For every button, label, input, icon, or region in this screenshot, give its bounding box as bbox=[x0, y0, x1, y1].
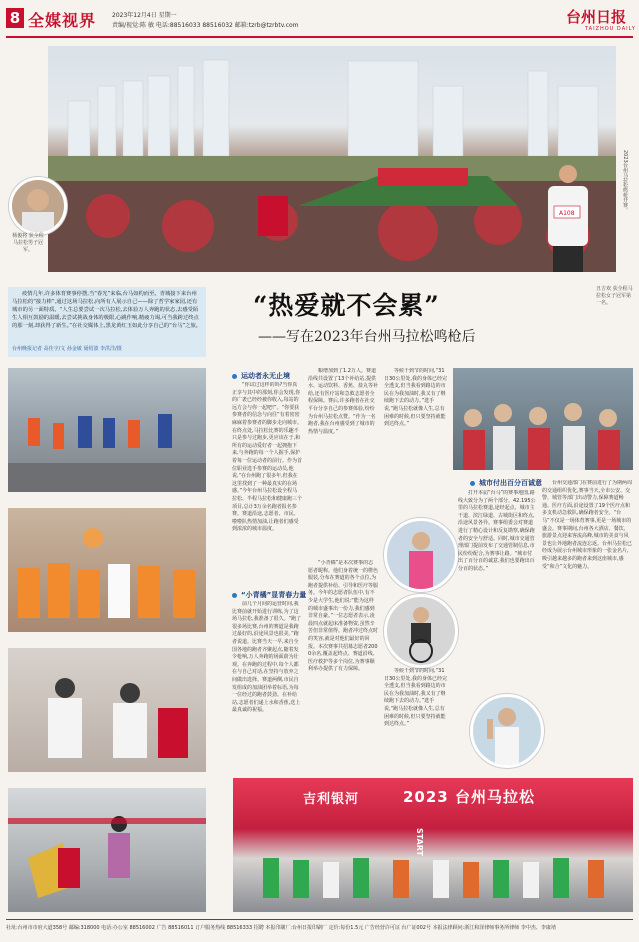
inset-runner-pink bbox=[384, 518, 458, 592]
article-col-5: 等候千到节的时间,“31日30公里处,我的身体已经完全透支,但当我看到路边的市民在为我加油时,我又有了继续跑下去的动力。”选手说,“跑马拉松就像人生,总有困难的时候,但只要坚持就能到达终点。” bbox=[384, 668, 447, 728]
hero-photo-art bbox=[48, 46, 616, 272]
photo-finish-arch bbox=[233, 778, 633, 912]
inset-art-2 bbox=[387, 597, 455, 665]
inset-art-1 bbox=[387, 521, 455, 589]
article-headline: “热爱就不会累” bbox=[253, 291, 440, 320]
intro-text: 疫情几年,许多体育赛事停摆,当“春光”来临,台马如约而至。青城接下来台州马拉松的“接力棒”,通过这场马拉松,向所有人展示自己——除了哲学家家园,还有城市的另一面特质。“人生总要尝试一次马拉松,去体验万人奔跑的状态,去感受陌生人相互鼓励的温暖,去尝试挑战身体的极限,心跳作响,精疲力竭,可当我跨过终点的那一刻,却获得了新生。”在社交媒体上,黑龙黄红玉如此分享自己的“台马”之旅。 bbox=[12, 291, 202, 329]
inset-runner-cheer bbox=[470, 694, 544, 768]
finish-crowd-art bbox=[233, 848, 633, 912]
article-col-6: 打开本届“台马”的赛事地图,路线大致分为了两个部分。42.195公里的马拉松赛道,途经起点、城市主干道、滨江绿道、古城街区和终点,沿途风景各异。赛事组委会对赛道进行了精心设计和反复勘察,确保跑者的安全与舒适。同时,城市交通管理部门提前发布了交通管制信息,市民纷纷配合,为赛事让路。“城市付出了百分百的诚意,我们也要跑出百分百的状态。” bbox=[458, 490, 536, 572]
article-col-3: “小青橘”是本次赛事的志愿者昵称。他们身着统一的橙色服装,分布在赛道的各个点位,为跑者提供补给、引导和医疗等服务。今年的志愿者队伍中,有不少是大学生,他们说:“能为这样的城市盛事出一份力,我们感到非常自豪。”一位志愿者表示,凌晨四点就起床准备物资,虽然辛苦但非常值得。跑者冲过终点时的笑容,就是对他们最好的回报。本次赛事共招募志愿者2000余名,覆盖起终点、赛道沿线、医疗救护等多个岗位,为赛事顺利举办提供了有力保障。 bbox=[308, 560, 378, 673]
inset-wheelchair-runner bbox=[384, 594, 458, 668]
caption-hero-right: 2023台州马拉松鸣枪开赛。 bbox=[622, 150, 628, 213]
editor-line: 责编/视觉:陈 敏 电话:88516033 88516032 邮箱:tzrb@tzrbtv.com bbox=[112, 22, 299, 29]
photo-art-5 bbox=[453, 368, 633, 470]
photo-volunteers-orange bbox=[8, 508, 206, 632]
photo-spectators bbox=[453, 368, 633, 470]
banner-sponsor: 吉利银河 bbox=[303, 792, 360, 807]
banner-start: START bbox=[415, 828, 424, 857]
article-col-4: 粮增加到了1.2万人。赛道沿线共设置了13个补给站,提供水、运动饮料、香蕉、盐丸等补给,还有医疗站和急救志愿者全程保障。赛后,许多跑者在社交平台分享自己的参赛体验,纷纷为台州马拉松点赞。“作为一名跑者,我在台州感受到了城市的热情与温度。” bbox=[308, 368, 378, 435]
article-subheadline: ——写在2023年台州马拉松鸣枪后 bbox=[258, 329, 476, 345]
champion-portrait-male bbox=[9, 177, 67, 235]
article-col-4b: 等候千到节的时间,“31日30公里处,我的身体已经完全透支,但当我看到路边的市民在为我加油时,我又有了继续跑下去的动力。”选手说,“跑马拉松就像人生,总有困难的时候,但只要坚持就能到达终点。” bbox=[384, 368, 447, 428]
photo-art-4 bbox=[8, 788, 206, 912]
caption-runner-right: 丑吉欢 获全程马拉松女子冠军第一名。 bbox=[596, 286, 633, 306]
hero-runner-bib: A108 bbox=[559, 210, 575, 217]
photo-art-1 bbox=[8, 368, 206, 492]
newspaper-logo-en: TAIZHOU DAILY bbox=[585, 26, 636, 32]
newspaper-logo: 台州日报 bbox=[566, 8, 627, 26]
caption-inset-left: 杨俊将 获全程马拉松男子冠军。 bbox=[12, 233, 44, 253]
section-title: 全媒视界 bbox=[28, 11, 97, 30]
page-number: 8 bbox=[6, 8, 24, 28]
page-header bbox=[0, 0, 639, 36]
photo-art-2 bbox=[8, 508, 206, 632]
section-heading-3: 城市付出百分百诚意 bbox=[470, 478, 542, 488]
photo-runners-street bbox=[8, 368, 206, 492]
article-col-7: 台州交通部门在赛前进行了为期两周的交通组织优化,赛事当天,全市公安、交警、城管等部门出动警力,保障赛道畅通。医疗方面,沿途设置了19个医疗点和多支机动急救队,确保跑者安全。“台马”不仅是一场体育赛事,更是一场城市的盛会。赛事期间,台州各大酒店、餐饮、旅游景点迎来客流高峰,城市的美食与风景也让外地跑者流连忘返。台州马拉松已经成为展示台州城市形象的一张金名片,吸引越来越多的跑者来到这座城市,感受“和合”文化的魅力。 bbox=[542, 480, 632, 570]
section-heading-2: “小青橘”显青春力量 bbox=[232, 590, 306, 600]
photo-cape-runner bbox=[8, 788, 206, 912]
byline: 台州晚报记者 高佳宇/文 孙金敏 聂绍波 李洪洋/摄 bbox=[12, 346, 122, 352]
portrait-art bbox=[12, 180, 64, 232]
article-col-1: “你试过这样的吗?当你真正享与其中的那刻,你会发现,你的广袤已经经被你收入,每站的远方会与你一起吧!”。“你要获参赛者的信念与向往”有着密密麻麻着参赛者的脚步走向城市。在终点处,马拉松比赛的乐趣不只是参与过跑步,更应该在于,和所有的运动爱好者一起拥抱下来,与奔跑的每一个人握手,保护着每一位运动者的前行。作为首位职业选手参赛的运动员,他说,“在台州跑了很多年,但我在这里找到了一种最真实的在场感。”今年台州马拉松设全程马拉松、半程马拉松和健康跑三个项目,总计3万余名跑者报名参赛。赛道沿途,志愿者、市民、啦啦队热情加油,让跑者们感受到浓浓的城市温度。 bbox=[232, 382, 302, 533]
header-rule bbox=[6, 36, 633, 38]
article-col-2: 前几个月间的运营时间,我比赛前就开始进行训练,为了这场马拉松,我准备了很久。“跑了很多场比赛,台州的赛道是我跑过最好的,沿途风景也很美。”跑者说道。比赛当天一早,来自全国各地的跑者齐聚起点,随着发令枪响,万人奔跑的场面蔚为壮观。在奔跑的过程中,每个人都在与自己对话,在坚持与放弃之间做出选择。赛道两侧,市民自发组成的加油团举着标语,为每一位经过的跑者鼓劲。在补给站,志愿者们递上水和香蕉,送上最真诚的祝福。 bbox=[232, 601, 302, 714]
banner-title: 2023 台州马拉松 bbox=[403, 788, 535, 806]
photo-art-3 bbox=[8, 648, 206, 772]
intro-box bbox=[8, 287, 206, 357]
date-line: 2023年12月4日 星期一 bbox=[112, 12, 177, 19]
photo-children-runners bbox=[8, 648, 206, 772]
hero-photo-start-line bbox=[48, 46, 616, 272]
page-footer: 社址:台州市市府大道358号 邮编:318000 电话:办公室 88516002 广告 88516011 订户服务热线 88516333 招聘 本报印刷厂:台州日报印刷厂 定价:每份1.5元 广告经营许可证 台广证002号 本报法律顾问:浙江和泽律师事务所律师 李中杰、李康靖 bbox=[6, 919, 633, 931]
section-heading-1: 运动者永无止境 bbox=[232, 371, 290, 381]
inset-art-3 bbox=[473, 697, 541, 765]
